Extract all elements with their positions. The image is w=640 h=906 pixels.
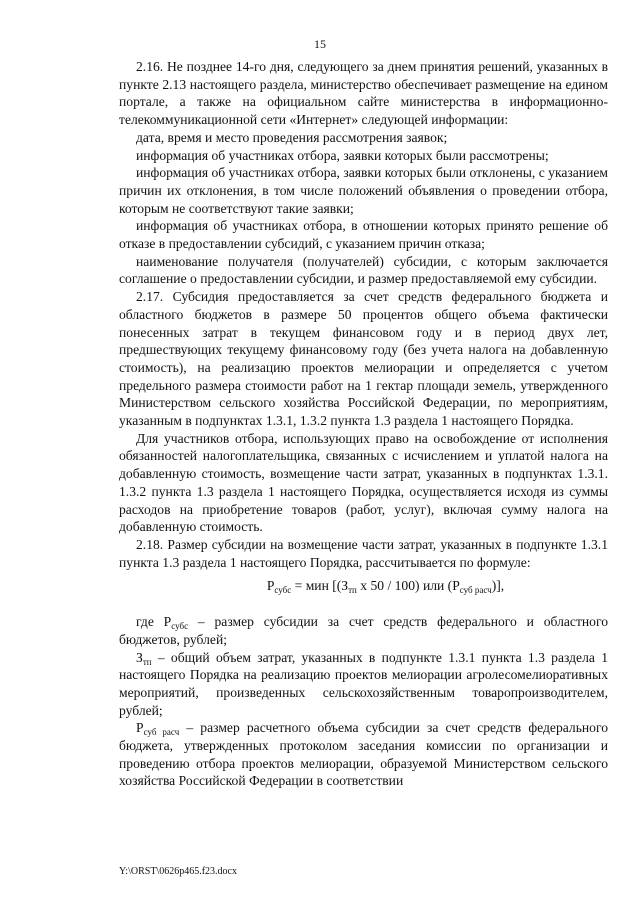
paragraph-2-16: 2.16. Не позднее 14-го дня, следующего за днем принятия решений, указанных в пункте 2.13 настоящего раздела, министерство обеспечивает размещение на едином портале, а также на официальном сайте министерства в информационно-телекоммуникационной сети «Интернет» следующей информации:	[119, 59, 608, 128]
list-item-rejected: информация об участниках отбора, заявки которых были отклонены, с указанием причин их отклонения, в том числе положений объявления о проведении отбора, которым не соответствуют такие заявки;	[119, 165, 608, 216]
list-item-recipient: наименование получателя (получателей) субсидии, с которым заключается соглашение о предоставлении субсидии, и размер предоставляемой ему субсидии.	[119, 253, 608, 287]
list-item-reviewed: информация об участниках отбора, заявки которых были рассмотрены;	[136, 147, 549, 163]
list-item-refused: информация об участниках отбора, в отношении которых принято решение об отказе в предоставлении субсидий, с указанием причин отказа;	[119, 218, 608, 252]
paragraph-2-18: 2.18. Размер субсидии на возмещение части затрат, указанных в подпункте 1.3.1 пункта 1.3 раздела 1 настоящего Порядка, рассчитывается по формуле:	[119, 536, 608, 570]
file-path-footer: Y:\ORST\0626p465.f23.docx	[119, 866, 237, 877]
definition-p-rasch: $Р_{суб расч}$ – размер расчетного объема субсидии за счет средств федерального бюджета, утвержденных протоколом заседания комиссии по организации и проведению отбора проектов мелиорации, образуемой Министерством сельского хозяйства Российской Федерации в соответствии	[119, 720, 608, 789]
page-number: 15	[314, 37, 326, 51]
list-item-dates: дата, время и место проведения рассмотрения заявок;	[136, 129, 448, 145]
definition-p-subs: где $Р_{субс}$ – размер субсидии за счет средств федерального и областного бюджетов, рублей;	[119, 614, 608, 647]
subsidy-formula: $Р_{субс}$ = мин [($З_{тп}$ х 50 / 100) или $(Р_{суб расч})$],	[266, 578, 505, 596]
definition-z-tp: $З_{тп}$ – общий объем затрат, указанных в подпункте 1.3.1 пункта 1.3 раздела 1 настоящего Порядка на реализацию проектов мелиорации агролесомелиоративных мероприятий, произведенных сельскохозяйственным товаропроизводителем, рублей;	[119, 649, 608, 718]
paragraph-2-17: 2.17. Субсидия предоставляется за счет средств федерального бюджета и областного бюджетов в размере 50 процентов общего объема фактически понесенных затрат в текущем финансовом году и в период двух лет, предшествующих текущему финансовому году (без учета налога на добавленную стоимость), на реализацию проектов мелиорации и определяется с учетом предельного размера стоимости работ на 1 гектар площади земель, утвержденного Министерством сельского хозяйства Российской Федерации, по мероприятиям, указанным в подпунктах 1.3.1, 1.3.2 пункта 1.3 раздела 1 настоящего Порядка.	[119, 289, 608, 429]
document-body	[119, 58, 608, 790]
paragraph-vat-exempt: Для участников отбора, использующих право на освобождение от исполнения обязанностей налогоплательщика, связанных с исчислением и уплатой налога на добавленную стоимость, возмещение части затрат, указанных в подпунктах 1.3.1. 1.3.2 пункта 1.3 раздела 1 настоящего Порядка, осуществляется исходя из суммы расходов на приобретение товаров (работ, услуг), включая сумму налога на добавленную стоимость.	[119, 430, 608, 535]
